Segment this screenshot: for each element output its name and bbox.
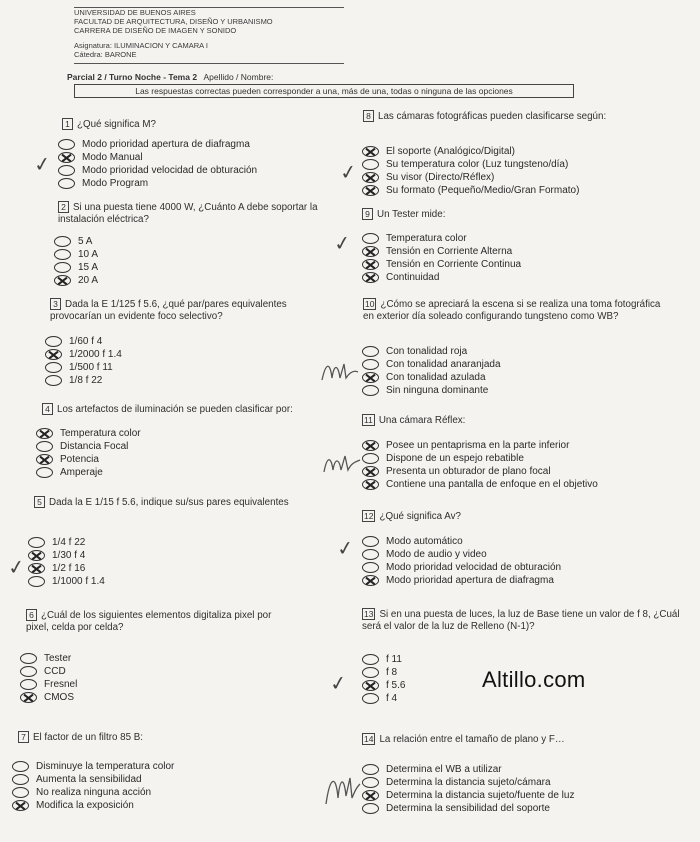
question-6 xyxy=(26,609,290,634)
option-label: f 5.6 xyxy=(386,680,406,691)
question-2 xyxy=(58,201,344,226)
empty-circle-icon[interactable] xyxy=(12,774,29,785)
checked-circle-icon[interactable] xyxy=(28,563,45,574)
question-12 xyxy=(362,510,602,523)
option-label: Modo prioridad apertura de diafragma xyxy=(386,575,554,586)
checked-circle-icon[interactable] xyxy=(362,440,379,451)
check-mark-icon: ✓ xyxy=(32,150,53,178)
option-label: 1/2 f 16 xyxy=(52,563,86,574)
option-label: f 8 xyxy=(386,667,398,678)
empty-circle-icon[interactable] xyxy=(362,654,379,665)
option-label: No realiza ninguna acción xyxy=(36,787,152,798)
empty-circle-icon[interactable] xyxy=(362,667,379,678)
option-label: Modifica la exposición xyxy=(36,800,134,811)
question-10 xyxy=(363,298,663,323)
option-label: Modo automático xyxy=(386,536,463,547)
question-text: ¿Cómo se apreciará la escena si se realiza una toma fotográfica en exterior día soleado configurando tungsteno como WB? xyxy=(363,299,661,322)
question-14 xyxy=(362,733,662,746)
question-4 xyxy=(42,403,342,416)
empty-circle-icon[interactable] xyxy=(54,236,71,247)
empty-circle-icon[interactable] xyxy=(362,453,379,464)
header-bottom-rule xyxy=(74,63,344,64)
option-label: Dispone de un espejo rebatible xyxy=(386,453,524,464)
option-label: Modo Program xyxy=(82,178,149,189)
option-label: Modo prioridad velocidad de obturación xyxy=(386,562,562,573)
question-5 xyxy=(34,496,304,509)
check-mark-icon: ✓ xyxy=(332,229,353,257)
option-label: Continuidad xyxy=(386,272,440,283)
question-number: 11 xyxy=(364,415,373,425)
checked-circle-icon[interactable] xyxy=(20,692,37,703)
empty-circle-icon[interactable] xyxy=(362,359,379,370)
question-number: 7 xyxy=(18,731,29,743)
question-number: 10 xyxy=(365,299,375,309)
empty-circle-icon[interactable] xyxy=(362,159,379,170)
question-8 xyxy=(363,110,613,123)
checked-circle-icon[interactable] xyxy=(45,349,62,360)
empty-circle-icon[interactable] xyxy=(20,666,37,677)
empty-circle-icon[interactable] xyxy=(54,262,71,273)
empty-circle-icon[interactable] xyxy=(28,537,45,548)
option-label: Fresnel xyxy=(44,679,78,690)
empty-circle-icon[interactable] xyxy=(45,336,62,347)
option-label: Con tonalidad roja xyxy=(386,346,468,357)
checked-circle-icon[interactable] xyxy=(362,790,379,801)
option-label: CMOS xyxy=(44,692,74,703)
name-field-label: Apellido / Nombre: xyxy=(203,72,274,82)
question-text: ¿Cuál de los siguientes elementos digitaliza pixel por pixel, celda por celda? xyxy=(26,610,272,633)
option-label: Determina la sensibilidad del soporte xyxy=(386,803,550,814)
question-text: Dada la E 1/125 f 5.6, ¿qué par/pares equivalentes provocarían un evidente foco selectivo? xyxy=(50,299,287,322)
question-text: Los artefactos de iluminación se pueden clasificar por: xyxy=(57,404,293,415)
empty-circle-icon[interactable] xyxy=(58,178,75,189)
university-name: UNIVERSIDAD DE BUENOS AIRES xyxy=(74,8,196,17)
option-label: Modo Manual xyxy=(82,152,143,163)
option-label: Con tonalidad anaranjada xyxy=(386,359,501,370)
option-label: 15 A xyxy=(78,262,99,273)
option-label: Tester xyxy=(44,653,72,664)
exam-title xyxy=(67,72,273,82)
option-label: Con tonalidad azulada xyxy=(386,372,486,383)
option-label: CCD xyxy=(44,666,66,677)
option-label: Contiene una pantalla de enfoque en el objetivo xyxy=(386,479,598,490)
question-number: 9 xyxy=(362,208,373,220)
checked-circle-icon[interactable] xyxy=(12,800,29,811)
checked-circle-icon[interactable] xyxy=(362,680,379,691)
checked-circle-icon[interactable] xyxy=(54,275,71,286)
chair-name: Cátedra: BARONE xyxy=(74,50,137,59)
empty-circle-icon[interactable] xyxy=(12,761,29,772)
option-label: 20 A xyxy=(78,275,99,286)
empty-circle-icon[interactable] xyxy=(58,139,75,150)
empty-circle-icon[interactable] xyxy=(362,764,379,775)
option-label: 1/4 f 22 xyxy=(52,537,86,548)
checked-circle-icon[interactable] xyxy=(28,550,45,561)
check-mark-icon: ✓ xyxy=(6,553,27,581)
option-label: Temperatura color xyxy=(60,428,141,439)
question-number: 1 xyxy=(62,118,73,130)
option-label: 1/2000 f 1.4 xyxy=(69,349,122,360)
option-label: Determina la distancia sujeto/fuente de luz xyxy=(386,790,575,801)
option-label: Determina el WB a utilizar xyxy=(386,764,502,775)
option-label: f 11 xyxy=(386,654,402,665)
question-text: Una cámara Réflex: xyxy=(378,415,466,426)
empty-circle-icon[interactable] xyxy=(45,375,62,386)
checked-circle-icon[interactable] xyxy=(362,479,379,490)
faculty-name: FACULTAD DE ARQUITECTURA, DISEÑO Y URBANISMO xyxy=(74,17,273,26)
question-3 xyxy=(50,298,340,323)
option-label: 1/1000 f 1.4 xyxy=(52,576,105,587)
option-label: Disminuye la temperatura color xyxy=(36,761,175,772)
watermark: Altillo.com xyxy=(482,667,586,692)
empty-circle-icon[interactable] xyxy=(28,576,45,587)
option-label: Presenta un obturador de plano focal xyxy=(386,466,551,477)
option-label: Tensión en Corriente Alterna xyxy=(386,246,513,257)
empty-circle-icon[interactable] xyxy=(36,467,53,478)
option-label: Modo de audio y video xyxy=(386,549,487,560)
empty-circle-icon[interactable] xyxy=(20,653,37,664)
initials-scribble-icon xyxy=(322,768,362,808)
exam-label: Parcial 2 / Turno Noche - Tema 2 xyxy=(67,72,198,82)
option-label: 1/8 f 22 xyxy=(69,375,103,386)
question-13 xyxy=(362,608,682,633)
option-label: 1/30 f 4 xyxy=(52,550,86,561)
option-label: Su temperatura color (Luz tungsteno/día) xyxy=(386,159,569,170)
option-label: El soporte (Analógico/Digital) xyxy=(386,146,515,157)
option-label: Distancia Focal xyxy=(60,441,129,452)
checked-circle-icon[interactable] xyxy=(36,454,53,465)
question-text: Las cámaras fotográficas pueden clasificarse según: xyxy=(378,111,607,122)
empty-circle-icon[interactable] xyxy=(362,562,379,573)
checked-circle-icon[interactable] xyxy=(362,466,379,477)
option-label: Modo prioridad apertura de diafragma xyxy=(82,139,250,150)
empty-circle-icon[interactable] xyxy=(362,693,379,704)
checked-circle-icon[interactable] xyxy=(362,172,379,183)
checked-circle-icon[interactable] xyxy=(362,272,379,283)
question-text: La relación entre el tamaño de plano y F… xyxy=(379,734,565,745)
empty-circle-icon[interactable] xyxy=(20,679,37,690)
question-text: Si en una puesta de luces, la luz de Base tiene un valor de f 8, ¿Cuál será el valor de la luz de Relleno (N-1)? xyxy=(362,609,680,632)
question-text: Si una puesta tiene 4000 W, ¿Cuánto A debe soportar la instalación eléctrica? xyxy=(58,202,318,225)
empty-circle-icon[interactable] xyxy=(362,233,379,244)
empty-circle-icon[interactable] xyxy=(58,165,75,176)
question-number: 2 xyxy=(58,201,69,213)
empty-circle-icon[interactable] xyxy=(362,803,379,814)
question-text: Un Tester mide: xyxy=(377,209,446,220)
question-number: 6 xyxy=(26,609,37,621)
option-label: Potencia xyxy=(60,454,99,465)
empty-circle-icon[interactable] xyxy=(362,536,379,547)
checked-circle-icon[interactable] xyxy=(58,152,75,163)
option-label: 1/500 f 11 xyxy=(69,362,113,373)
option-label: Determina la distancia sujeto/cámara xyxy=(386,777,551,788)
checked-circle-icon[interactable] xyxy=(362,185,379,196)
question-11 xyxy=(362,414,602,427)
question-text: Dada la E 1/15 f 5.6, indique su/sus pares equivalentes xyxy=(49,497,289,508)
career-name: CARRERA DE DISEÑO DE IMAGEN Y SONIDO xyxy=(74,26,237,35)
question-number: 14 xyxy=(364,734,374,744)
option-label: Su formato (Pequeño/Medio/Gran Formato) xyxy=(386,185,580,196)
empty-circle-icon[interactable] xyxy=(36,441,53,452)
question-text: ¿Qué significa Av? xyxy=(379,511,461,522)
question-number: 8 xyxy=(363,110,374,122)
question-number: 5 xyxy=(34,496,45,508)
option-label: Sin ninguna dominante xyxy=(386,385,489,396)
option-label: Temperatura color xyxy=(386,233,467,244)
checked-circle-icon[interactable] xyxy=(362,372,379,383)
subject-name: Asignatura: ILUMINACION Y CAMARA I xyxy=(74,41,208,50)
option-label: 10 A xyxy=(78,249,99,260)
empty-circle-icon[interactable] xyxy=(12,787,29,798)
check-mark-icon: ✓ xyxy=(338,158,359,186)
instructions-box: Las respuestas correctas pueden corresponder a una, más de una, todas o ninguna de las opciones xyxy=(74,84,574,98)
question-number: 4 xyxy=(42,403,53,415)
empty-circle-icon[interactable] xyxy=(45,362,62,373)
question-number: 12 xyxy=(364,511,374,521)
initials-scribble-icon xyxy=(322,450,362,476)
question-number: 13 xyxy=(364,609,374,619)
option-label: Posee un pentaprisma en la parte inferior xyxy=(386,440,570,451)
option-label: Modo prioridad velocidad de obturación xyxy=(82,165,258,176)
checked-circle-icon[interactable] xyxy=(362,146,379,157)
question-1 xyxy=(62,118,322,131)
empty-circle-icon[interactable] xyxy=(54,249,71,260)
check-mark-icon: ✓ xyxy=(328,669,349,697)
question-text: ¿Qué significa M? xyxy=(77,119,156,130)
checked-circle-icon[interactable] xyxy=(36,428,53,439)
checked-circle-icon[interactable] xyxy=(362,246,379,257)
option-label: Su visor (Directo/Réflex) xyxy=(386,172,495,183)
empty-circle-icon[interactable] xyxy=(362,549,379,560)
checked-circle-icon[interactable] xyxy=(362,259,379,270)
empty-circle-icon[interactable] xyxy=(362,385,379,396)
question-text: El factor de un filtro 85 B: xyxy=(33,732,143,743)
option-label: 5 A xyxy=(78,236,93,247)
exam-header xyxy=(74,8,354,59)
checked-circle-icon[interactable] xyxy=(362,575,379,586)
question-9 xyxy=(362,208,602,221)
question-number: 3 xyxy=(50,298,61,310)
option-label: 1/60 f 4 xyxy=(69,336,103,347)
option-label: Amperaje xyxy=(60,467,103,478)
option-label: f 4 xyxy=(386,693,398,704)
option-label: Tensión en Corriente Continua xyxy=(386,259,522,270)
question-7 xyxy=(18,731,258,744)
empty-circle-icon[interactable] xyxy=(362,777,379,788)
check-mark-icon: ✓ xyxy=(335,534,356,562)
initials-scribble-icon xyxy=(320,358,360,384)
option-label: Aumenta la sensibilidad xyxy=(36,774,142,785)
empty-circle-icon[interactable] xyxy=(362,346,379,357)
